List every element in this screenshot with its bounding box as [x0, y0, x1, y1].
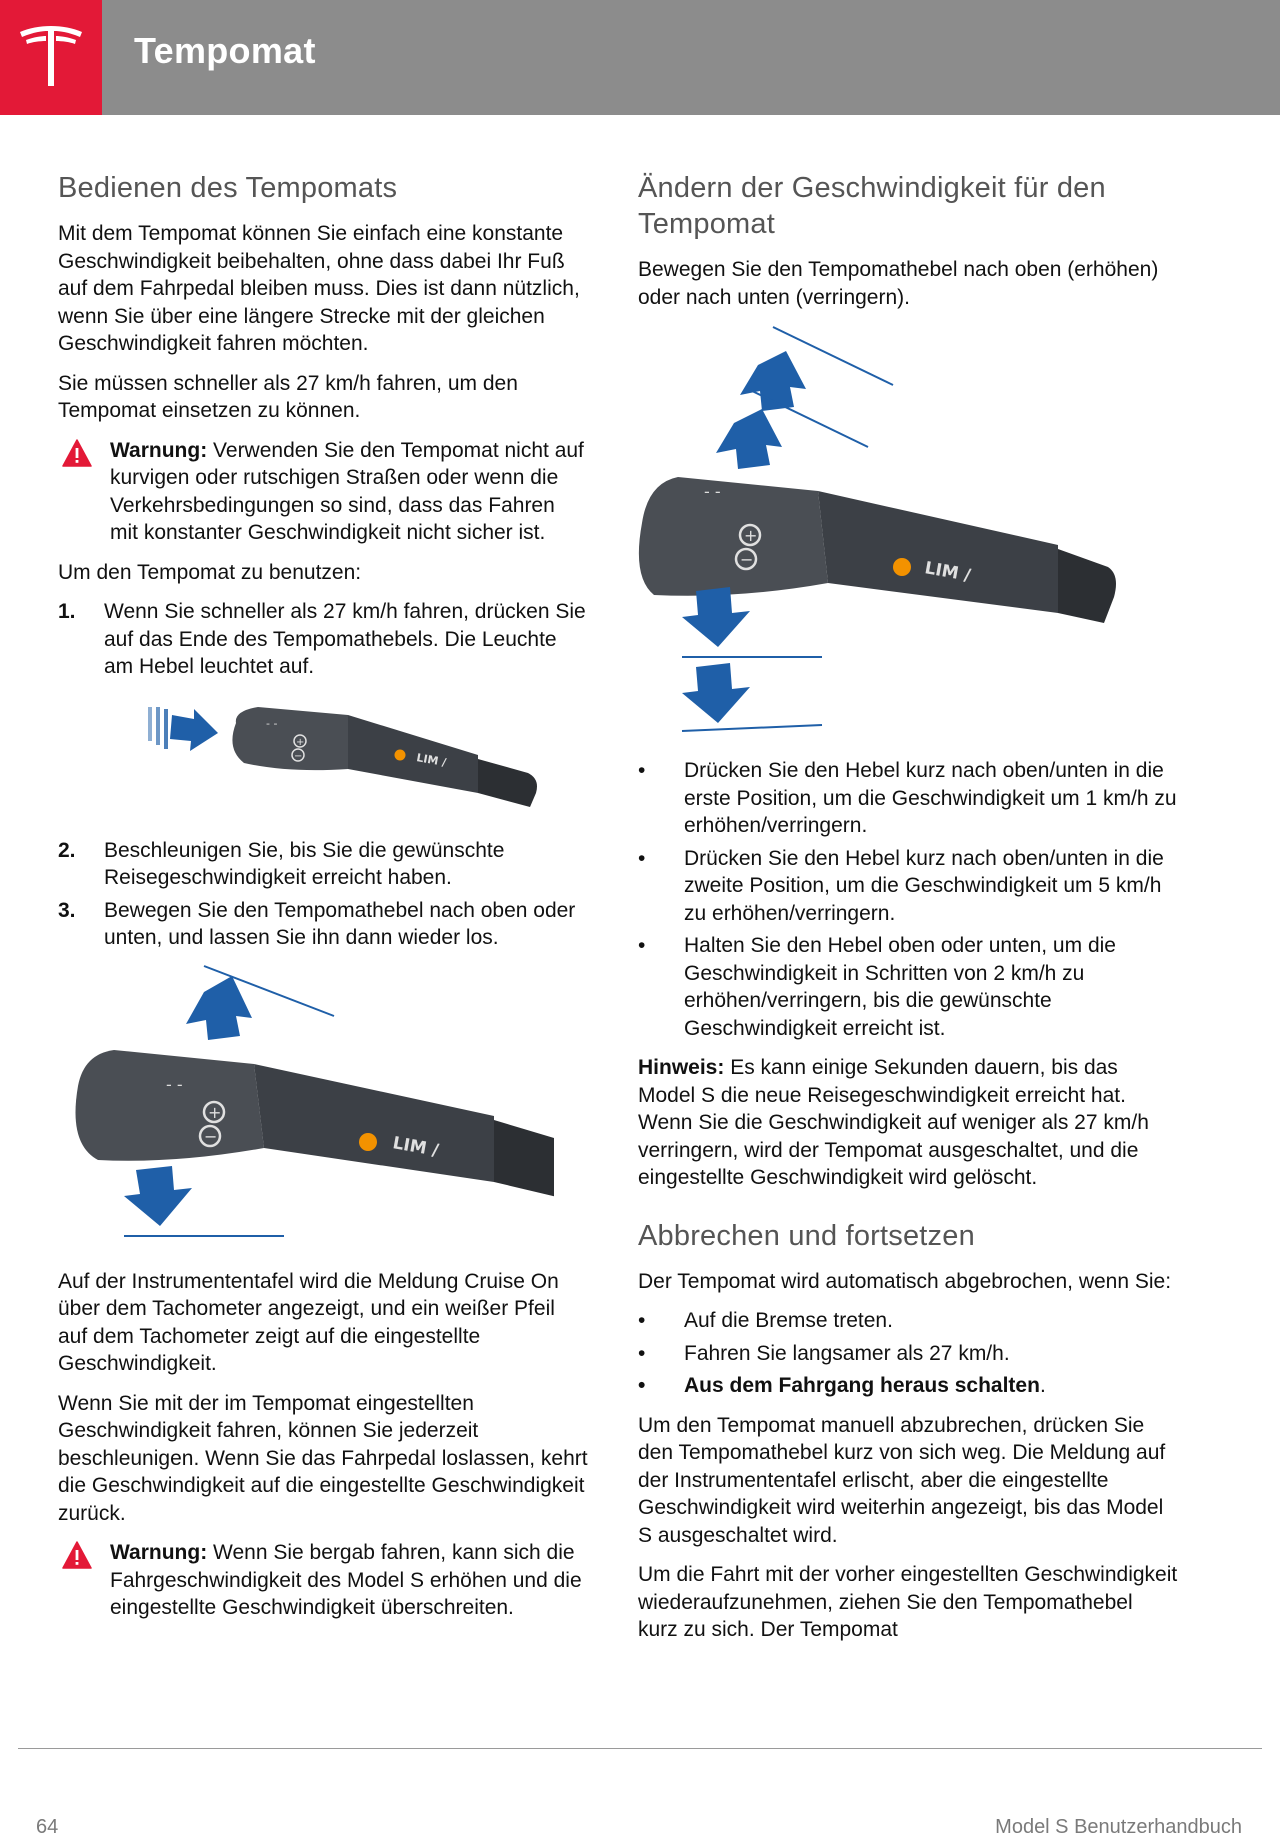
svg-text:−: − [740, 550, 754, 569]
speed-requirement-paragraph: Sie müssen schneller als 27 km/h fahren, um den Tempomat einsetzen zu können. [58, 371, 518, 422]
section-heading-aendern: Ändern der Geschwindigkeit für den Tempomat [638, 172, 1106, 240]
manual-title: Model S Benutzerhandbuch [995, 1816, 1242, 1838]
list-item [58, 598, 588, 681]
arrow-down-icon [682, 663, 750, 723]
footer-divider [18, 1748, 1262, 1749]
lever-two-positions-illustration [638, 323, 1118, 743]
step-number: 2. [58, 838, 76, 862]
warning-box-1 [58, 437, 588, 547]
svg-text:- -: - - [166, 1074, 183, 1094]
press-arrow-icon [148, 707, 218, 751]
note-paragraph [638, 1054, 1178, 1192]
steps-list [58, 598, 588, 681]
list-item [58, 897, 588, 952]
arrow-up-icon [716, 409, 782, 469]
list-item: • Fahren Sie langsamer als 27 km/h. [638, 1341, 1010, 1365]
svg-text:LIM /: LIM / [391, 1132, 441, 1161]
svg-text:+: + [208, 1102, 222, 1122]
page-number: 64 [36, 1816, 59, 1838]
warning-icon [62, 1541, 92, 1569]
warning-text: Wenn Sie bergab fahren, kann sich die Fahrgeschwindigkeit des Model S erhöhen und die eingestellte Geschwindigkeit überschreiten. [110, 1541, 582, 1619]
section-heading-abbrechen: Abbrechen und fortsetzen [638, 1219, 975, 1252]
cancel-intro: Der Tempomat wird automatisch abgebrochen, wenn Sie: [638, 1269, 1172, 1293]
tesla-logo-icon [16, 22, 86, 92]
svg-text:+: + [296, 736, 305, 748]
warning-box-2 [58, 1539, 588, 1622]
warning-text: Verwenden Sie den Tempomat nicht auf kurvigen oder rutschigen Straßen oder wenn die Verkehrsbedingungen so sind, dass das Fahren mit konstanter Geschwindigkeit nicht sicher ist. [110, 438, 584, 544]
svg-text:LIM /: LIM / [923, 558, 973, 586]
svg-text:+: + [744, 526, 758, 545]
list-item: • Aus dem Fahrgang heraus schalten. [638, 1374, 1046, 1397]
step-text: Bewegen Sie den Tempomathebel nach oben oder unten, und lassen Sie ihn dann wieder los. [104, 898, 576, 949]
warning-label: Warnung: [110, 1541, 208, 1564]
warning-label: Warnung: [110, 438, 208, 462]
svg-text:- -: - - [704, 482, 721, 501]
list-item [58, 837, 588, 892]
step-number: 3. [58, 898, 76, 922]
move-lever-paragraph: Bewegen Sie den Tempomathebel nach oben (erhöhen) oder nach unten (verringern). [638, 258, 1159, 309]
svg-text:−: − [204, 1126, 218, 1146]
arrow-down-icon [682, 587, 750, 647]
page-title: Tempomat [134, 30, 316, 71]
list-item: • Drücken Sie den Hebel kurz nach oben/unten in die erste Position, um die Geschwindigkeit um 1 km/h zu erhöhen/verringern. [638, 759, 1177, 837]
svg-text:−: − [294, 750, 303, 762]
speed-change-list [638, 757, 1178, 1042]
resume-paragraph: Um die Fahrt mit der vorher eingestellten Geschwindigkeit wiederaufzunehmen, ziehen Sie den Tempomathebel kurz zu sich. Der Tempomat [638, 1563, 1178, 1641]
note-label: Hinweis: [638, 1056, 725, 1079]
svg-text:LIM /: LIM / [415, 750, 448, 769]
svg-text:- -: - - [266, 716, 278, 730]
right-column [638, 170, 1178, 1656]
arrow-down-icon [124, 1166, 192, 1226]
step-number: 1. [58, 600, 76, 623]
tesla-logo [0, 0, 102, 115]
manual-cancel-paragraph: Um den Tempomat manuell abzubrechen, drücken Sie den Tempomathebel kurz von sich weg. Die Meldung auf der Instrumententafel erlischt, aber die eingestellte Geschwindigkeit wird weiterhin angezeigt, bis das Model S ausgeschaltet wird. [638, 1413, 1166, 1547]
note-text: Es kann einige Sekunden dauern, bis das Model S die neue Reisegeschwindigkeit erreicht hat. Wenn Sie die Geschwindigkeit auf weniger als 27 km/h verringern, wird der Tempomat ausgeschaltet, und die eingestellte Geschwindigkeit wird gelöscht. [638, 1056, 1149, 1189]
lever-press-illustration [148, 693, 568, 823]
left-column [58, 170, 588, 1634]
accelerate-paragraph: Wenn Sie mit der im Tempomat eingestellten Geschwindigkeit fahren, können Sie jederzeit beschleunigen. Wenn Sie das Fahrpedal loslassen, kehrt die Geschwindigkeit auf die eingestellte Geschwindigkeit zurück. [58, 1391, 588, 1525]
cruise-on-paragraph: Auf der Instrumententafel wird die Meldung Cruise On über dem Tachometer angezeigt, und ein weißer Pfeil auf dem Tachometer zeigt auf die eingestellte Geschwindigkeit. [58, 1269, 559, 1375]
cancel-conditions-list [638, 1307, 1178, 1400]
page-header [0, 0, 1280, 115]
step-text: Beschleunigen Sie, bis Sie die gewünschte Reisegeschwindigkeit erreicht haben. [104, 838, 505, 889]
section-heading-bedienen: Bedienen des Tempomats [58, 172, 398, 204]
list-item: • Auf die Bremse treten. [638, 1309, 893, 1332]
warning-icon [62, 439, 92, 467]
list-item: • Halten Sie den Hebel oben oder unten, um die Geschwindigkeit in Schritten von 2 km/h zu erhöhen/verringern, bis die gewünschte Geschwindigkeit erreicht ist. [638, 934, 1116, 1040]
steps-list-continued [58, 837, 588, 952]
step-text: Wenn Sie schneller als 27 km/h fahren, drücken Sie auf das Ende des Tempomathebels. Die Leuchte am Hebel leuchtet auf. [104, 600, 586, 678]
lever-up-down-illustration [54, 964, 554, 1254]
usage-intro: Um den Tempomat zu benutzen: [58, 560, 362, 584]
arrow-up-icon [186, 976, 252, 1040]
intro-paragraph: Mit dem Tempomat können Sie einfach eine konstante Geschwindigkeit beibehalten, ohne dass dabei Ihr Fuß auf dem Fahrpedal bleiben muss. Dies ist dann nützlich, wenn Sie über eine längere Strecke mit der gleichen Geschwindigkeit fahren möchten. [58, 222, 580, 355]
list-item: • Drücken Sie den Hebel kurz nach oben/unten in die zweite Position, um die Geschwindigkeit um 5 km/h zu erhöhen/verringern. [638, 846, 1164, 925]
